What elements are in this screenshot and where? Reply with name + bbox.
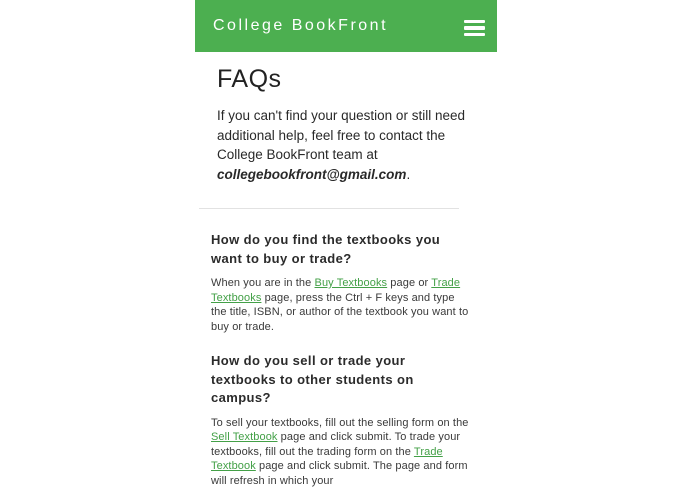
- sell-textbook-link[interactable]: Sell Textbook: [211, 431, 278, 443]
- faq-question-sell-trade: How do you sell or trade your textbooks to other students on campus?: [211, 353, 414, 405]
- trade-textbook-link[interactable]: Trade Textbook: [211, 445, 443, 472]
- contact-email: collegebookfront@gmail.com: [217, 166, 407, 182]
- answer-text: page and click submit. The page and form will refresh in which your: [211, 460, 468, 487]
- site-title: College BookFront: [213, 17, 389, 34]
- faq-question-find-textbooks: How do you find the textbooks you want to buy or trade?: [211, 232, 441, 266]
- hamburger-bar: [464, 26, 485, 29]
- faq-answer-sell-trade: [211, 416, 473, 489]
- answer-text: To sell your textbooks, fill out the selling form on the: [211, 416, 469, 429]
- intro-text: If you can't find your question or still need additional help, feel free to contact the College BookFront team at: [217, 108, 465, 162]
- page-title: FAQs: [217, 65, 282, 93]
- intro-paragraph: [217, 106, 469, 184]
- site-column: [195, 0, 497, 494]
- hamburger-bar: [464, 33, 485, 36]
- faq-list: [195, 231, 497, 488]
- app-header: [195, 0, 497, 52]
- buy-textbooks-link[interactable]: Buy Textbooks: [314, 277, 388, 289]
- intro-text-end: .: [406, 166, 411, 182]
- answer-text: page or: [387, 277, 432, 289]
- faq-page: [195, 62, 497, 488]
- answer-text: page, press the Ctrl + F keys and type the title, ISBN, or author of the textbook you want to buy or trade.: [211, 291, 469, 333]
- trade-textbooks-link[interactable]: Trade Textbooks: [211, 277, 461, 304]
- hamburger-bar: [464, 20, 485, 23]
- answer-text: page and click submit. To trade your textbooks, fill out the trading form on the: [211, 431, 461, 458]
- answer-text: When you are in the: [211, 277, 315, 289]
- faq-answer-find-textbooks: [211, 276, 473, 334]
- section-divider: [199, 208, 459, 209]
- hamburger-menu-icon[interactable]: [464, 20, 485, 36]
